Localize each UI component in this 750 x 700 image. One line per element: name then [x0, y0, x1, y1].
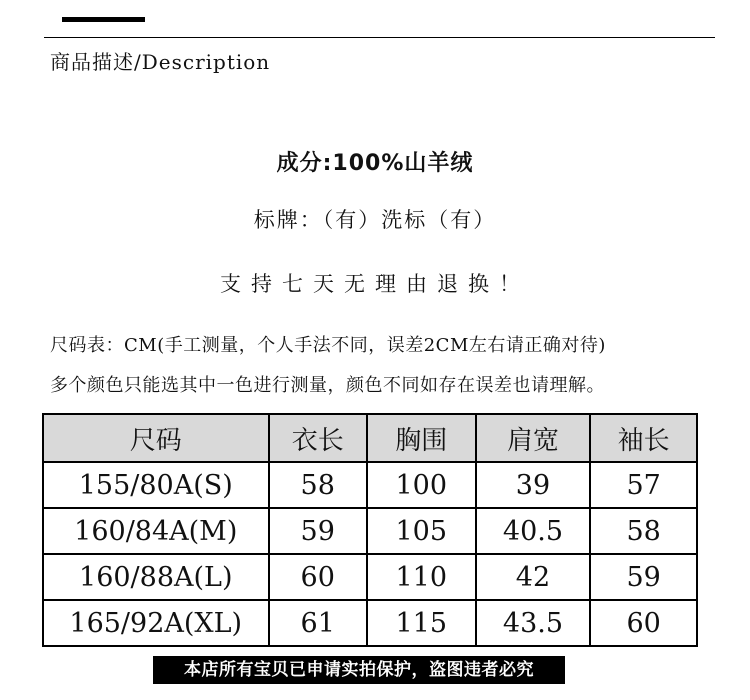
- cell-length: 59: [269, 508, 367, 554]
- copyright-banner: 本店所有宝贝已申请实拍保护，盗图违者必究: [153, 656, 565, 684]
- cell-size: 155/80A(S): [43, 462, 269, 508]
- cell-sleeve: 60: [590, 600, 697, 646]
- section-title: 商品描述/Description: [50, 50, 271, 74]
- header-size: 尺码: [43, 414, 269, 462]
- header-shoulder: 肩宽: [476, 414, 591, 462]
- cell-length: 58: [269, 462, 367, 508]
- cell-chest: 100: [367, 462, 476, 508]
- cell-sleeve: 59: [590, 554, 697, 600]
- table-row: [43, 600, 697, 646]
- cell-size: 160/84A(M): [43, 508, 269, 554]
- cell-chest: 105: [367, 508, 476, 554]
- table-row: [43, 462, 697, 508]
- table-row: [43, 508, 697, 554]
- header-divider: [44, 37, 715, 38]
- header-accent-bar: [62, 17, 145, 22]
- cell-shoulder: 39: [476, 462, 591, 508]
- table-header-row: [43, 414, 697, 462]
- cell-chest: 115: [367, 600, 476, 646]
- composition-text: 成分:100%山羊绒: [276, 151, 474, 176]
- cell-length: 60: [269, 554, 367, 600]
- returns-policy-text: 支持七天无理由退换！: [220, 272, 530, 296]
- cell-shoulder: 40.5: [476, 508, 591, 554]
- cell-size: 165/92A(XL): [43, 600, 269, 646]
- cell-shoulder: 42: [476, 554, 591, 600]
- cell-shoulder: 43.5: [476, 600, 591, 646]
- table-row: [43, 554, 697, 600]
- labels-text: 标牌：（有）洗标（有）: [253, 208, 497, 232]
- cell-length: 61: [269, 600, 367, 646]
- color-measure-note: 多个颜色只能选其中一色进行测量，颜色不同如存在误差也请理解。: [50, 375, 605, 396]
- header-chest: 胸围: [367, 414, 476, 462]
- cell-chest: 110: [367, 554, 476, 600]
- cell-size: 160/88A(L): [43, 554, 269, 600]
- header-sleeve: 袖长: [590, 414, 697, 462]
- cell-sleeve: 58: [590, 508, 697, 554]
- header-length: 衣长: [269, 414, 367, 462]
- size-chart-note: 尺码表：CM(手工测量，个人手法不同，误差2CM左右请正确对待): [50, 335, 606, 356]
- cell-sleeve: 57: [590, 462, 697, 508]
- size-table: [42, 413, 698, 647]
